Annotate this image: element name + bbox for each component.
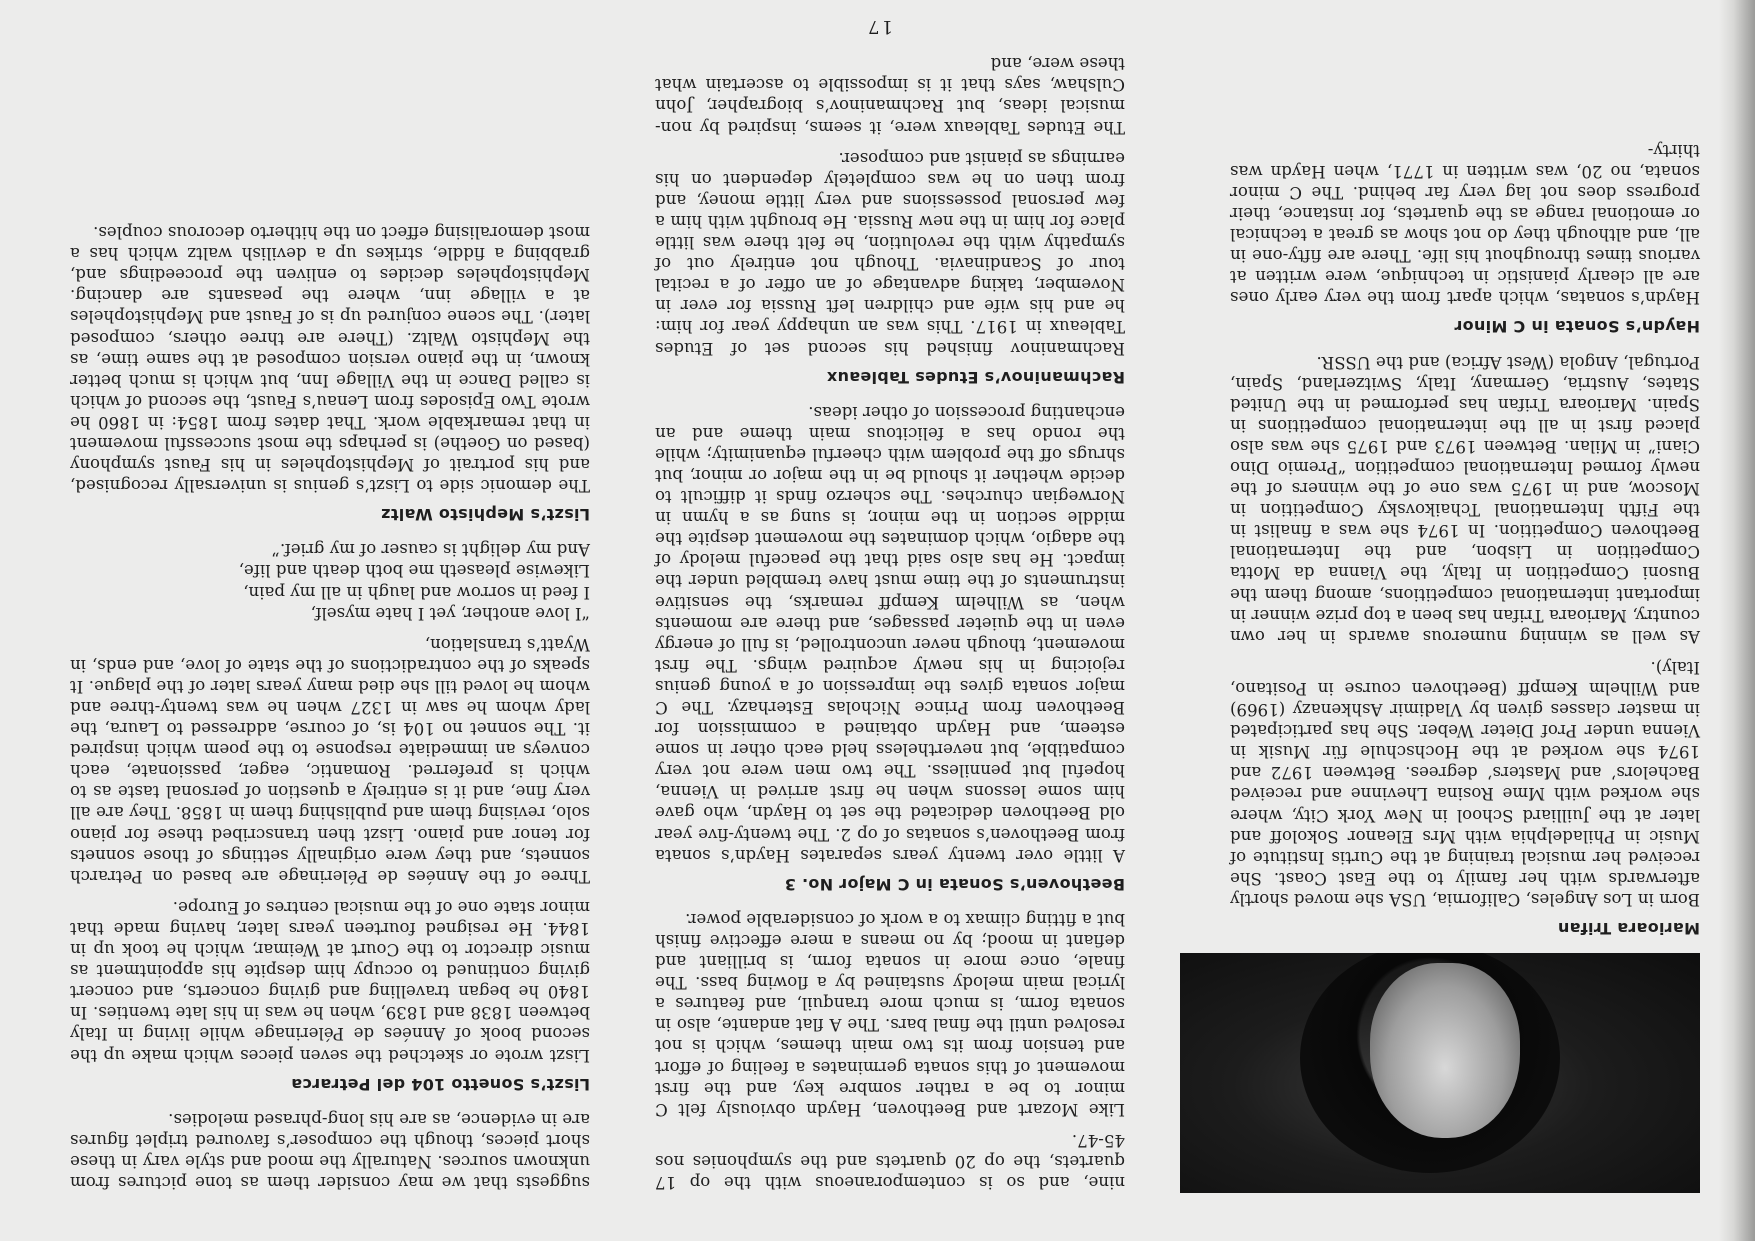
paragraph-haydn-analysis: Like Mozart and Beethoven, Haydn obviously felt C minor to be a rather sombre key, and the first movement of this sonata germinates a feeling of effort and tension from its two main themes, which is not resolved until the final bars. The A flat andante, also in sonata form, is much more tranquil, and features a lyrical main melody sustained by a flowing bass. The finale, once more in sonata form, is brilliant and defiant in mood; by no means a mere effective finish but a fitting climax to a work of considerable power. <box>655 909 1125 1119</box>
section-heading-rachmaninov: Rachmaninov’s Etudes Tableaux <box>826 367 1125 387</box>
paragraph-mephisto: The demonic side to Liszt’s genius is universally recognised, and his portrait of Mephistopheles in his Faust symphony (based on Goethe) is perhaps the most successful movement in that remarkable work. That dates from 1854: in 1860 he wrote Two Episodes from Lenau’s Faust, the second of which is called Dance in the Village Inn, but which is much better known, in the piano version composed at the same time, as the Mephisto Waltz. (There are three others, composed later). The scene conjured up is of Faust and Mephistopheles at a village inn, where the peasants are dancing. Mephistopheles decides to enliven the proceedings and, grabbing a fiddle, strikes up a devilish waltz which has a most demoralising effect on the hitherto decorous couples. <box>70 223 590 496</box>
page-number: 17 <box>866 16 893 37</box>
paragraph-beethoven: A little over twenty years separates Haydn’s sonata from Beethoven’s sonatas of op 2. The twenty-five year old Beethoven dedicated the set to Haydn, who gave him some lessons when he first arrived in Vienna, hopeful but penniless. The two men were not very compatible, but nevertheless held each other in some esteem, and Haydn obtained a commission for Beethoven from Prince Nicholas Esterhazy. The C major sonata gives the impression of a young genius rejoicing in his newly acquired wings. The first movement, though never uncontrolled, is full of energy even in the quieter passages, and there are moments when, as Wilhelm Kempff remarks, the sensitive instruments of the time must have trembled under the impact. He has also said that the peaceful melody of the adagio, which dominates the movement despite the middle section in the minor, is sung as a hymn in Norwegian churches. The scherzo finds it difficult to decide whether it should be in the major or minor, but shrugs off the problem with cheerful equanimity; while the rondo has a felicitous main theme and an enchanting procession of other ideas. <box>655 402 1125 865</box>
paragraph-haydn-intro: Haydn’s sonatas, which apart from the very early ones are all clearly pianistic in technique, were written at various times throughout his life. There are fifty-one in all, and although they do not show as great a technical or emotional range as the quartets, for instance, their progress does not lag very far behind. The C minor sonata, no 20, was written in 1771, when Haydn was thirty- <box>1230 140 1700 308</box>
column-left <box>1230 140 1700 1193</box>
section-heading-marioara-trifan: Marioara Trifan <box>1557 919 1700 938</box>
paragraph-rachmaninov-history: Rachmaninov finished his second set of Etudes Tableaux in 1917. This was an unhappy year for him: he and his wife and children left Russia for ever in November, taking advantage of an offer of a recital tour of Scandinavia. Though not entirely out of sympathy with the revolution, he felt there was little place for him in the new Russia. He brought with him a few personal possessions and very little money, and from then on he was completely dependent on his earnings as pianist and composer. <box>655 148 1125 358</box>
column-right <box>70 222 590 1193</box>
paragraph-trifan-awards: As well as winning numerous awards in her own country, Marioara Trifan has been a top prize winner in important international competitions, among them the Busoni Competition in Italy, the Vianna da Motta Competition in Lisbon, and the International Beethoven Competition. In 1974 she was a finalist in the Fifth International Tchaikovsky Competition in Moscow, and in 1975 was one of the winners of the newly formed International competition “Premio Dino Ciani” in Milan. Between 1973 and 1975 she was also placed first in all the international competitions in Spain. Marioara Trifan has performed in the United States, Austria, Germany, Italy, Switzerland, Spain, Portugal, Angola (West Africa) and the USSR. <box>1230 352 1700 646</box>
paragraph-liszt-annees: Liszt wrote or sketched the seven pieces which make up the second book of Années de Pélerinage while living in Italy between 1838 and 1839, when he was in his late twenties. In 1840 he began travelling and giving concerts, and concert giving continued to occupy him despite his appointment as music director to the Court at Weimar, which he took up in 1844. He resigned fourteen years later, having made that minor state one of the musical centres of Europe. <box>70 897 590 1065</box>
poem-quotation <box>70 539 590 623</box>
paragraph-haydn-continued: nine, and so is contemporaneous with the op 17 quartets, the op 20 quartets and the symphonies nos 45-47. <box>655 1130 1125 1192</box>
poem-line: Likewise pleaseth me both death and life, <box>238 561 590 581</box>
poem-line: “I love another, yet I hate myself, <box>310 603 590 623</box>
poem-line: And my delight is causer of my grief.” <box>271 540 590 560</box>
portrait-face <box>1370 963 1520 1138</box>
column-middle <box>655 53 1125 1193</box>
paragraph-liszt-petrarch: Three of the Années de Pélerinage are based on Petrarch sonnets, and they were originally settings of those sonnets for tenor and piano. Liszt then transcribed these for piano solo, revising them and publishing them in 1858. They are all very fine, and it is entirely a question of personal taste as to which is preferred. Romantic, eager, passionate, each conveys an immediate response to the poem which inspired it. The sonnet no 104 is, of course, addressed to Laura, the lady whom he saw in 1327 when he was twenty-three and whom he loved till she died many years later of the plague. It speaks of the contradictions of the state of love, and ends, in Wyatt’s translation, <box>70 634 590 886</box>
section-heading-beethoven: Beethoven’s Sonata in C Major No. 3 <box>784 874 1125 894</box>
poem-line: I feed in sorrow and laugh in all my pain, <box>243 582 590 602</box>
paragraph-rachmaninov-inspiration: The Etudes Tableaux were, it seems, inspired by non-musical ideas, but Rachmaninov’s biographer, John Culshaw, says that it is impossible to ascertain what these were, and <box>655 54 1125 137</box>
paragraph-rachmaninov-continued: suggests that we may consider them as tone pictures from unknown sources. Naturally the mood and style vary in these short pieces, though the composer’s favoured triplet figures are in evidence, as are his long-phrased melodies. <box>70 1109 590 1192</box>
book-spine-shadow <box>1719 0 1755 1241</box>
paragraph-trifan-bio: Born in Los Angeles, California, USA she moved shortly afterwards with her family to the East Coast. She received her musical training at the Curtis Institute of Music in Philadelphia with Mrs Eleanor Sokoloff and later at the Juilliard School in New York City, where she worked with Mme Rosina Lhevinne and received Bachelors’ and Masters’ degrees. Between 1972 and 1974 she worked at the Hochschule für Musik in Vienna under Prof Dieter Weber. She has participated in master classes given by Vladimir Ashkenazy (1969) and Wilhelm Kempff (Beethoven course in Positano, Italy). <box>1230 657 1700 909</box>
section-heading-haydn: Haydn’s Sonata in C Minor <box>1454 317 1700 337</box>
portrait-photo <box>1180 953 1700 1193</box>
section-heading-mephisto: Liszt’s Mephisto Waltz <box>380 505 590 525</box>
section-heading-liszt-sonetto: Liszt’s Sonetto 104 del Petrarca <box>291 1074 590 1094</box>
